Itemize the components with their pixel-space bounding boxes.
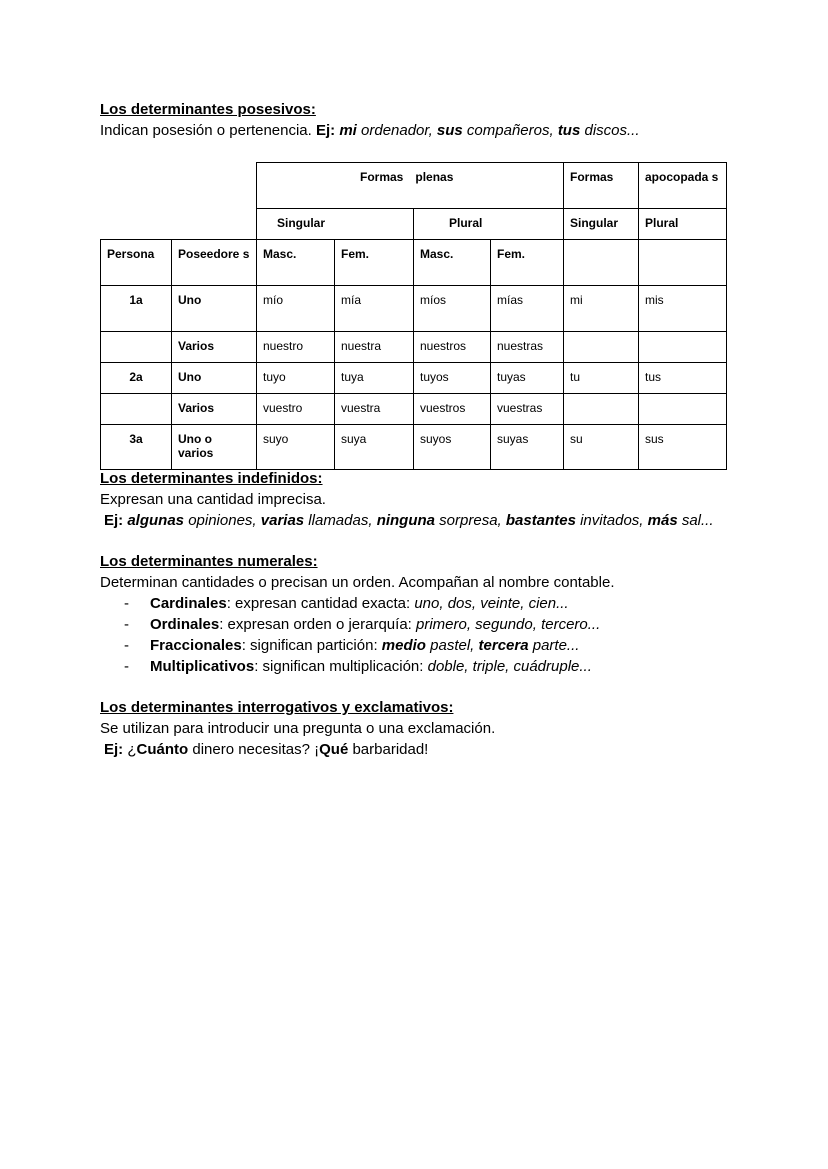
header-empty-2 bbox=[639, 240, 727, 286]
indefinidos-w5: más bbox=[647, 512, 678, 529]
header-formas-apocopadas-a: Formas bbox=[564, 163, 639, 209]
cell-persona bbox=[101, 332, 172, 363]
section-title-interrogativos: Los determinantes interrogativos y exclamativos: bbox=[100, 699, 454, 716]
interrogativos-q-open: ¿ bbox=[123, 741, 137, 758]
indefinidos-ej-label: Ej: bbox=[104, 512, 124, 529]
cell-poseedores: Uno bbox=[172, 286, 257, 332]
cell-fem-plural: suyas bbox=[491, 425, 564, 470]
numerales-term: Ordinales bbox=[150, 616, 220, 633]
numerales-example-1: pastel, bbox=[425, 637, 479, 654]
header-formas-apocopadas-b: apocopada s bbox=[639, 163, 727, 209]
posesivos-ex3: tus bbox=[557, 122, 581, 139]
numerales-desc: : significan partición: bbox=[241, 637, 382, 654]
section-title-posesivos: Los determinantes posesivos: bbox=[100, 101, 316, 118]
numerales-example: uno, dos, veinte, cien... bbox=[414, 595, 569, 612]
header-formas-plenas bbox=[257, 163, 564, 209]
cell-persona: 1a bbox=[101, 286, 172, 332]
cell-masc-singular: tuyo bbox=[257, 363, 335, 394]
posesivos-ex1: mi bbox=[339, 122, 357, 139]
table-header-row-2 bbox=[101, 209, 727, 240]
cell-fem-singular: mía bbox=[335, 286, 414, 332]
posesivos-intro: Indican posesión o pertenencia. bbox=[100, 122, 316, 139]
cell-masc-plural: míos bbox=[414, 286, 491, 332]
header-masc-2: Masc. bbox=[414, 240, 491, 286]
indefinidos-r2: llamadas, bbox=[304, 512, 377, 529]
header-apoc-singular: Singular bbox=[564, 209, 639, 240]
indefinidos-r1: opiniones, bbox=[184, 512, 261, 529]
header-fem-2: Fem. bbox=[491, 240, 564, 286]
cell-poseedores: Uno bbox=[172, 363, 257, 394]
list-item bbox=[100, 637, 579, 655]
header-fem-1: Fem. bbox=[335, 240, 414, 286]
indefinidos-examples bbox=[104, 512, 714, 530]
numerales-example-2: parte... bbox=[528, 637, 580, 654]
dash-marker: - bbox=[124, 658, 129, 675]
interrogativos-e-rest: barbaridad! bbox=[348, 741, 429, 758]
interrogativos-intro: Se utilizan para introducir una pregunta o una exclamación. bbox=[100, 720, 496, 737]
header-masc-1: Masc. bbox=[257, 240, 335, 286]
interrogativos-ej-label: Ej: bbox=[104, 741, 124, 758]
cell-apoc-plural: sus bbox=[639, 425, 727, 470]
dash-marker: - bbox=[124, 595, 129, 612]
numerales-example: doble, triple, cuádruple... bbox=[427, 658, 592, 675]
cell-apoc-singular: su bbox=[564, 425, 639, 470]
interrogativos-examples bbox=[104, 741, 428, 759]
cell-fem-singular: nuestra bbox=[335, 332, 414, 363]
interrogativos-e-open: ¡ bbox=[314, 741, 320, 758]
header-formas-plenas-a: Formas bbox=[360, 170, 404, 184]
numerales-desc: : expresan cantidad exacta: bbox=[226, 595, 415, 612]
header-persona: Persona bbox=[101, 240, 172, 286]
header-formas-plenas-b: plenas bbox=[415, 170, 454, 184]
cell-poseedores: Uno o varios bbox=[172, 425, 257, 470]
numerales-intro: Determinan cantidades o precisan un orden. Acompañan al nombre contable. bbox=[100, 574, 615, 591]
section-title-numerales: Los determinantes numerales: bbox=[100, 553, 318, 570]
interrogativos-q-word: Cuánto bbox=[136, 741, 189, 758]
numerales-term: Cardinales bbox=[150, 595, 227, 612]
section-title-indefinidos: Los determinantes indefinidos: bbox=[100, 470, 323, 487]
numerales-example-bold-2: tercera bbox=[478, 637, 529, 654]
cell-masc-singular: nuestro bbox=[257, 332, 335, 363]
cell-persona bbox=[101, 394, 172, 425]
indefinidos-w2: varias bbox=[260, 512, 305, 529]
cell-apoc-singular bbox=[564, 394, 639, 425]
interrogativos-e-word: Qué bbox=[319, 741, 349, 758]
cell-fem-plural: vuestras bbox=[491, 394, 564, 425]
interrogativos-q-rest: dinero necesitas? bbox=[188, 741, 315, 758]
posesivos-table bbox=[100, 162, 727, 470]
numerales-example-bold-1: medio bbox=[381, 637, 426, 654]
cell-masc-singular: vuestro bbox=[257, 394, 335, 425]
cell-fem-plural: mías bbox=[491, 286, 564, 332]
cell-apoc-plural: tus bbox=[639, 363, 727, 394]
posesivos-ex1-rest: ordenador, bbox=[356, 122, 437, 139]
cell-poseedores: Varios bbox=[172, 394, 257, 425]
cell-fem-singular: vuestra bbox=[335, 394, 414, 425]
list-item bbox=[100, 616, 600, 634]
cell-fem-singular: suya bbox=[335, 425, 414, 470]
cell-masc-singular: mío bbox=[257, 286, 335, 332]
cell-apoc-plural: mis bbox=[639, 286, 727, 332]
cell-masc-plural: suyos bbox=[414, 425, 491, 470]
indefinidos-r5: sal... bbox=[677, 512, 714, 529]
cell-masc-plural: tuyos bbox=[414, 363, 491, 394]
cell-persona: 2a bbox=[101, 363, 172, 394]
cell-masc-singular: suyo bbox=[257, 425, 335, 470]
header-plural: Plural bbox=[414, 209, 564, 240]
indefinidos-w3: ninguna bbox=[376, 512, 436, 529]
indefinidos-r4: invitados, bbox=[575, 512, 648, 529]
cell-apoc-plural bbox=[639, 394, 727, 425]
header-empty-1 bbox=[564, 240, 639, 286]
list-item bbox=[100, 595, 569, 613]
cell-poseedores: Varios bbox=[172, 332, 257, 363]
cell-apoc-plural bbox=[639, 332, 727, 363]
dash-marker: - bbox=[124, 637, 129, 654]
numerales-term: Multiplicativos bbox=[150, 658, 255, 675]
table-row bbox=[101, 425, 727, 470]
cell-apoc-singular bbox=[564, 332, 639, 363]
cell-persona: 3a bbox=[101, 425, 172, 470]
posesivos-intro-line bbox=[100, 122, 640, 140]
indefinidos-w1: algunas bbox=[127, 512, 185, 529]
header-poseedores: Poseedore s bbox=[172, 240, 257, 286]
cell-fem-plural: tuyas bbox=[491, 363, 564, 394]
posesivos-ex2: sus bbox=[436, 122, 463, 139]
table-header-row-3 bbox=[101, 240, 727, 286]
posesivos-ej-label: Ej: bbox=[315, 122, 336, 139]
cell-apoc-singular: mi bbox=[564, 286, 639, 332]
header-singular: Singular bbox=[257, 209, 414, 240]
cell-apoc-singular: tu bbox=[564, 363, 639, 394]
table-header-row-1 bbox=[101, 163, 727, 209]
indefinidos-r3: sorpresa, bbox=[435, 512, 506, 529]
table-row bbox=[101, 394, 727, 425]
posesivos-ex2-rest: compañeros, bbox=[462, 122, 558, 139]
cell-fem-plural: nuestras bbox=[491, 332, 564, 363]
numerales-desc: : expresan orden o jerarquía: bbox=[219, 616, 416, 633]
numerales-desc: : significan multiplicación: bbox=[254, 658, 428, 675]
table-row bbox=[101, 286, 727, 332]
header-apoc-plural: Plural bbox=[639, 209, 727, 240]
numerales-term: Fraccionales bbox=[150, 637, 242, 654]
indefinidos-w4: bastantes bbox=[505, 512, 576, 529]
posesivos-ex3-rest: discos... bbox=[580, 122, 640, 139]
indefinidos-intro: Expresan una cantidad imprecisa. bbox=[100, 491, 326, 508]
dash-marker: - bbox=[124, 616, 129, 633]
cell-fem-singular: tuya bbox=[335, 363, 414, 394]
cell-masc-plural: nuestros bbox=[414, 332, 491, 363]
table-row bbox=[101, 363, 727, 394]
list-item bbox=[100, 658, 592, 676]
cell-masc-plural: vuestros bbox=[414, 394, 491, 425]
table-row bbox=[101, 332, 727, 363]
numerales-example: primero, segundo, tercero... bbox=[416, 616, 601, 633]
